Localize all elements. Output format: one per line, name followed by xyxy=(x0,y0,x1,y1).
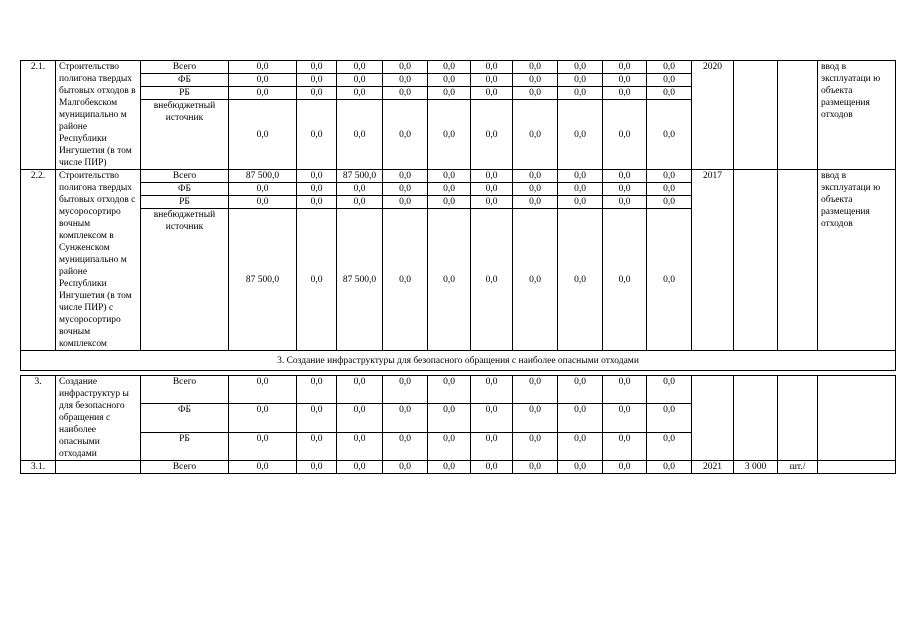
value-cell: 0,0 xyxy=(558,432,603,460)
value-cell: 0,0 xyxy=(428,376,471,404)
value-cell: 0,0 xyxy=(603,170,647,183)
value-cell: 0,0 xyxy=(647,87,692,100)
value-cell: 0,0 xyxy=(428,183,471,196)
value-cell: 0,0 xyxy=(647,100,692,170)
value-cell: 0,0 xyxy=(383,183,428,196)
value-cell: 0,0 xyxy=(383,461,428,474)
indicator-unit xyxy=(778,376,818,461)
indicator-unit xyxy=(778,170,818,351)
measure-number: 3.1. xyxy=(21,461,56,474)
value-cell: 0,0 xyxy=(471,87,513,100)
year-cell xyxy=(692,376,734,461)
value-cell: 0,0 xyxy=(383,61,428,74)
value-cell: 0,0 xyxy=(558,61,603,74)
value-cell: 0,0 xyxy=(428,74,471,87)
value-cell: 0,0 xyxy=(229,87,297,100)
value-cell: 0,0 xyxy=(513,432,558,460)
funding-source: внебюджетный источник xyxy=(141,100,229,170)
value-cell: 87 500,0 xyxy=(229,209,297,351)
funding-source: ФБ xyxy=(141,74,229,87)
indicator-value xyxy=(734,170,778,351)
value-cell: 0,0 xyxy=(297,376,337,404)
value-cell: 0,0 xyxy=(603,461,647,474)
value-cell: 0,0 xyxy=(513,74,558,87)
value-cell: 0,0 xyxy=(337,196,383,209)
value-cell: 0,0 xyxy=(337,87,383,100)
value-cell: 0,0 xyxy=(647,170,692,183)
value-cell: 0,0 xyxy=(297,209,337,351)
funding-source: РБ xyxy=(141,432,229,460)
value-cell: 0,0 xyxy=(471,196,513,209)
funding-source: Всего xyxy=(141,461,229,474)
value-cell: 0,0 xyxy=(337,376,383,404)
measure-name xyxy=(56,461,141,474)
measure-name: Создание инфраструктур ы для безопасного обращения с наиболее опасными отходами xyxy=(56,376,141,461)
value-cell: 0,0 xyxy=(471,376,513,404)
value-cell: 0,0 xyxy=(337,61,383,74)
value-cell: 0,0 xyxy=(297,404,337,432)
value-cell: 0,0 xyxy=(603,74,647,87)
value-cell: 0,0 xyxy=(297,432,337,460)
value-cell: 0,0 xyxy=(603,196,647,209)
table-body xyxy=(21,61,896,474)
value-cell: 0,0 xyxy=(229,100,297,170)
value-cell: 0,0 xyxy=(337,461,383,474)
value-cell: 0,0 xyxy=(558,196,603,209)
value-cell: 0,0 xyxy=(337,74,383,87)
value-cell: 0,0 xyxy=(471,461,513,474)
value-cell: 0,0 xyxy=(383,404,428,432)
value-cell: 0,0 xyxy=(558,209,603,351)
program-table-page xyxy=(20,60,896,474)
funding-source: РБ xyxy=(141,196,229,209)
value-cell: 0,0 xyxy=(558,461,603,474)
value-cell: 0,0 xyxy=(229,196,297,209)
value-cell: 0,0 xyxy=(297,74,337,87)
value-cell: 87 500,0 xyxy=(337,170,383,183)
table-row xyxy=(21,376,896,404)
value-cell: 0,0 xyxy=(297,170,337,183)
funding-source: ФБ xyxy=(141,404,229,432)
value-cell: 87 500,0 xyxy=(229,170,297,183)
section-heading-row xyxy=(21,351,896,371)
value-cell: 0,0 xyxy=(647,183,692,196)
value-cell: 0,0 xyxy=(647,209,692,351)
value-cell: 0,0 xyxy=(297,461,337,474)
table-row xyxy=(21,61,896,74)
value-cell: 0,0 xyxy=(558,404,603,432)
value-cell: 0,0 xyxy=(229,432,297,460)
value-cell: 0,0 xyxy=(513,100,558,170)
value-cell: 0,0 xyxy=(603,209,647,351)
value-cell: 0,0 xyxy=(428,404,471,432)
value-cell: 0,0 xyxy=(647,61,692,74)
value-cell: 0,0 xyxy=(428,209,471,351)
value-cell: 0,0 xyxy=(603,183,647,196)
measure-number: 2.2. xyxy=(21,170,56,351)
value-cell: 0,0 xyxy=(471,170,513,183)
value-cell: 0,0 xyxy=(229,74,297,87)
value-cell: 0,0 xyxy=(513,461,558,474)
value-cell: 0,0 xyxy=(603,100,647,170)
expected-result xyxy=(818,376,896,461)
value-cell: 0,0 xyxy=(229,183,297,196)
value-cell: 0,0 xyxy=(297,87,337,100)
value-cell: 0,0 xyxy=(383,170,428,183)
value-cell: 0,0 xyxy=(383,376,428,404)
value-cell: 0,0 xyxy=(603,87,647,100)
value-cell: 0,0 xyxy=(383,432,428,460)
value-cell: 0,0 xyxy=(229,376,297,404)
value-cell: 0,0 xyxy=(383,196,428,209)
value-cell: 0,0 xyxy=(603,376,647,404)
value-cell: 0,0 xyxy=(337,404,383,432)
year-cell: 2020 xyxy=(692,61,734,170)
value-cell: 0,0 xyxy=(337,183,383,196)
value-cell: 0,0 xyxy=(603,61,647,74)
section-heading: 3. Создание инфраструктуры для безопасного обращения с наиболее опасными отходами xyxy=(21,351,896,371)
value-cell: 0,0 xyxy=(428,170,471,183)
indicator-unit: шт./ xyxy=(778,461,818,474)
measure-name: Строительство полигона твердых бытовых отходов с мусоросортиро вочным комплексом в Сунженском муниципально м районе Республики Ингушетия (в том числе ПИР) с мусоросортиро вочным комплексом xyxy=(56,170,141,351)
value-cell: 0,0 xyxy=(558,100,603,170)
measure-name: Строительство полигона твердых бытовых отходов в Малгобекском муниципально м районе Республики Ингушетия (в том числе ПИР) xyxy=(56,61,141,170)
value-cell: 0,0 xyxy=(603,432,647,460)
value-cell: 0,0 xyxy=(647,432,692,460)
indicator-unit xyxy=(778,61,818,170)
funding-source: ФБ xyxy=(141,183,229,196)
value-cell: 0,0 xyxy=(383,209,428,351)
value-cell: 0,0 xyxy=(383,87,428,100)
value-cell: 0,0 xyxy=(297,196,337,209)
indicator-value: 3 000 xyxy=(734,461,778,474)
indicator-value xyxy=(734,61,778,170)
value-cell: 0,0 xyxy=(428,196,471,209)
value-cell: 0,0 xyxy=(471,183,513,196)
value-cell: 0,0 xyxy=(513,183,558,196)
value-cell: 0,0 xyxy=(647,404,692,432)
year-cell: 2017 xyxy=(692,170,734,351)
value-cell: 0,0 xyxy=(471,209,513,351)
value-cell: 0,0 xyxy=(428,432,471,460)
indicator-value xyxy=(734,376,778,461)
value-cell: 0,0 xyxy=(428,461,471,474)
measure-number: 2.1. xyxy=(21,61,56,170)
value-cell: 0,0 xyxy=(603,404,647,432)
value-cell: 0,0 xyxy=(513,196,558,209)
year-cell: 2021 xyxy=(692,461,734,474)
value-cell: 0,0 xyxy=(229,61,297,74)
value-cell: 0,0 xyxy=(471,74,513,87)
funding-source: Всего xyxy=(141,61,229,74)
value-cell: 0,0 xyxy=(471,404,513,432)
value-cell: 0,0 xyxy=(383,100,428,170)
funding-source: Всего xyxy=(141,376,229,404)
value-cell: 0,0 xyxy=(229,404,297,432)
value-cell: 0,0 xyxy=(297,183,337,196)
value-cell: 0,0 xyxy=(337,100,383,170)
expected-result: ввод в эксплуатаци ю объекта размещения отходов xyxy=(818,170,896,351)
value-cell: 0,0 xyxy=(337,432,383,460)
value-cell: 0,0 xyxy=(647,74,692,87)
value-cell: 0,0 xyxy=(513,376,558,404)
funding-source: Всего xyxy=(141,170,229,183)
value-cell: 0,0 xyxy=(558,170,603,183)
value-cell: 0,0 xyxy=(513,61,558,74)
value-cell: 0,0 xyxy=(229,461,297,474)
value-cell: 0,0 xyxy=(558,376,603,404)
funding-source: внебюджетный источник xyxy=(141,209,229,351)
value-cell: 0,0 xyxy=(513,170,558,183)
funding-source: РБ xyxy=(141,87,229,100)
value-cell: 0,0 xyxy=(428,100,471,170)
value-cell: 0,0 xyxy=(471,432,513,460)
expected-result: ввод в эксплуатаци ю объекта размещения отходов xyxy=(818,61,896,170)
value-cell: 0,0 xyxy=(383,74,428,87)
value-cell: 0,0 xyxy=(647,196,692,209)
value-cell: 0,0 xyxy=(647,461,692,474)
value-cell: 0,0 xyxy=(513,404,558,432)
expected-result xyxy=(818,461,896,474)
value-cell: 0,0 xyxy=(297,61,337,74)
value-cell: 0,0 xyxy=(471,61,513,74)
value-cell: 0,0 xyxy=(558,183,603,196)
value-cell: 0,0 xyxy=(513,87,558,100)
value-cell: 87 500,0 xyxy=(337,209,383,351)
measure-number: 3. xyxy=(21,376,56,461)
table-row xyxy=(21,170,896,183)
value-cell: 0,0 xyxy=(471,100,513,170)
value-cell: 0,0 xyxy=(428,61,471,74)
value-cell: 0,0 xyxy=(513,209,558,351)
value-cell: 0,0 xyxy=(558,74,603,87)
program-measures-table xyxy=(20,60,896,474)
table-row xyxy=(21,461,896,474)
value-cell: 0,0 xyxy=(297,100,337,170)
value-cell: 0,0 xyxy=(647,376,692,404)
value-cell: 0,0 xyxy=(558,87,603,100)
value-cell: 0,0 xyxy=(428,87,471,100)
